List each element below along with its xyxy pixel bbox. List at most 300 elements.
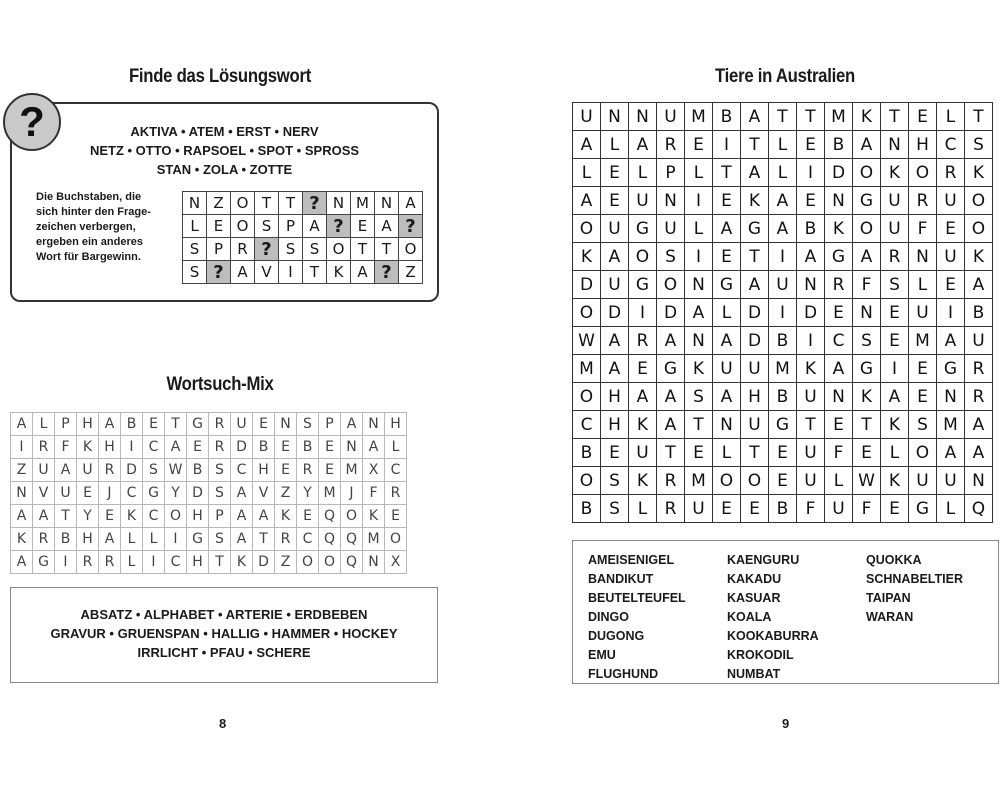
grid-cell: C [121,482,143,505]
grid-cell: W [573,327,601,355]
grid-cell: I [165,528,187,551]
grid-cell: U [741,411,769,439]
grid-cell: J [341,482,363,505]
grid-cell: M [937,411,965,439]
grid-cell: I [769,299,797,327]
grid-cell: S [853,327,881,355]
grid-cell: N [327,192,351,215]
grid-cell: F [797,495,825,523]
grid-cell: E [601,439,629,467]
grid-cell: A [853,243,881,271]
grid-cell: P [279,215,303,238]
grid-cell: S [657,243,685,271]
grid-cell: E [253,413,275,436]
grid-cell: E [275,459,297,482]
word-list-item: KAENGURU [727,553,800,567]
word-line: ABSATZ • ALPHABET • ARTERIE • ERDBEBEN [80,607,368,622]
grid-cell: C [937,131,965,159]
grid-cell: T [685,411,713,439]
grid-cell: E [825,299,853,327]
grid-cell: L [629,159,657,187]
grid-cell: O [909,159,937,187]
grid-cell: O [909,439,937,467]
grid-cell: I [685,187,713,215]
grid-cell: T [657,439,685,467]
grid-cell: G [143,482,165,505]
grid-cell: C [825,327,853,355]
grid-cell-question: ? [207,261,231,284]
grid-cell: A [601,355,629,383]
grid-cell: C [385,459,407,482]
word-line: AKTIVA • ATEM • ERST • NERV [130,124,319,139]
grid-cell: I [55,551,77,574]
grid-cell: K [77,436,99,459]
grid-cell: H [385,413,407,436]
grid-cell: C [143,436,165,459]
grid-cell: A [99,528,121,551]
grid-cell: K [741,187,769,215]
grid-cell: B [965,299,993,327]
grid-cell: L [713,439,741,467]
grid-cell-question: ? [255,238,279,261]
grid-row [573,271,993,299]
grid-cell: L [629,495,657,523]
grid-cell: N [965,467,993,495]
grid-cell: G [187,528,209,551]
grid-cell: R [33,528,55,551]
grid-cell: U [965,327,993,355]
grid-cell: W [165,459,187,482]
grid-cell: K [825,215,853,243]
grid-row [11,551,407,574]
grid-cell: F [853,495,881,523]
grid-cell: I [797,327,825,355]
grid-cell: B [187,459,209,482]
grid-cell: H [741,383,769,411]
grid-cell: I [685,243,713,271]
grid-cell: Y [165,482,187,505]
grid-cell: T [375,238,399,261]
grid-cell: H [909,131,937,159]
grid-cell: S [303,238,327,261]
grid-cell: A [629,131,657,159]
question-badge [3,93,61,151]
tiere-word-box [572,540,999,684]
grid-cell: L [685,215,713,243]
grid-row [573,299,993,327]
grid-cell: C [143,505,165,528]
grid-cell: R [297,459,319,482]
word-list-item: DINGO [588,610,629,624]
grid-cell: U [937,187,965,215]
grid-cell: S [601,495,629,523]
grid-row [11,528,407,551]
grid-cell: D [121,459,143,482]
grid-cell: Z [275,551,297,574]
hint-line: ergeben ein anderes [36,236,143,248]
grid-cell: I [797,159,825,187]
grid-cell: E [881,495,909,523]
grid-cell: A [657,411,685,439]
grid-cell: E [741,495,769,523]
grid-cell: N [825,187,853,215]
grid-cell: O [399,238,423,261]
grid-cell: A [231,528,253,551]
grid-cell: N [375,192,399,215]
grid-cell: T [965,103,993,131]
grid-cell: U [657,103,685,131]
grid-cell: N [713,411,741,439]
grid-cell: T [741,439,769,467]
grid-cell: L [121,528,143,551]
grid-cell: I [121,436,143,459]
grid-cell: Q [341,551,363,574]
grid-cell: G [713,271,741,299]
grid-cell: E [937,215,965,243]
grid-cell: N [363,551,385,574]
grid-cell: U [797,383,825,411]
grid-cell: B [573,495,601,523]
word-column-3 [866,551,963,627]
grid-cell: K [965,159,993,187]
grid-cell: H [77,413,99,436]
grid-cell: A [33,505,55,528]
grid-cell: U [657,215,685,243]
grid-cell: U [629,439,657,467]
grid-cell: U [797,467,825,495]
grid-cell: E [853,439,881,467]
grid-cell: N [685,271,713,299]
grid-cell: N [909,243,937,271]
word-list-item: KAKADU [727,572,782,586]
grid-cell: A [601,327,629,355]
grid-cell: M [319,482,341,505]
grid-cell: I [769,243,797,271]
hint-line: sich hinter den Frage- [36,206,151,218]
grid-cell: O [965,187,993,215]
grid-cell: R [209,436,231,459]
grid-cell: U [713,355,741,383]
grid-cell: A [375,215,399,238]
grid-cell: A [601,243,629,271]
grid-cell: T [253,528,275,551]
word-list-item: AMEISENIGEL [588,553,675,567]
grid-cell: D [741,299,769,327]
grid-cell: L [183,215,207,238]
grid-cell: G [187,413,209,436]
grid-cell: E [685,439,713,467]
grid-cell: K [231,551,253,574]
word-list-item: DUGONG [588,629,645,643]
grid-cell: R [825,271,853,299]
grid-row [11,459,407,482]
grid-cell: L [143,528,165,551]
grid-cell: H [77,528,99,551]
grid-cell: G [825,243,853,271]
grid-cell: A [99,413,121,436]
grid-cell: T [797,411,825,439]
grid-cell: S [183,261,207,284]
wortsuch-title: Wortsuch-Mix [166,374,274,395]
grid-cell: K [685,355,713,383]
grid-cell: A [881,383,909,411]
grid-cell: J [99,482,121,505]
grid-cell: A [231,505,253,528]
grid-cell: D [573,271,601,299]
grid-cell: N [183,192,207,215]
grid-cell: S [279,238,303,261]
word-list-item: KASUAR [727,591,781,605]
grid-cell: N [685,327,713,355]
grid-cell: Q [965,495,993,523]
grid-cell: T [255,192,279,215]
grid-cell: A [11,413,33,436]
grid-row [573,495,993,523]
grid-cell: N [11,482,33,505]
grid-cell: Z [399,261,423,284]
grid-cell: E [207,215,231,238]
grid-cell: S [209,459,231,482]
grid-row [573,355,993,383]
grid-cell: U [741,355,769,383]
grid-cell: E [713,187,741,215]
grid-cell: L [769,159,797,187]
grid-cell: E [797,131,825,159]
grid-cell: V [33,482,55,505]
grid-cell: I [279,261,303,284]
grid-cell: K [853,103,881,131]
grid-cell: I [629,299,657,327]
grid-cell: E [881,299,909,327]
grid-cell: L [601,131,629,159]
grid-row [573,327,993,355]
grid-cell: N [629,103,657,131]
grid-cell: U [231,413,253,436]
grid-cell: O [297,551,319,574]
grid-cell: L [573,159,601,187]
grid-cell: A [303,215,327,238]
grid-cell: L [33,413,55,436]
grid-cell: U [601,215,629,243]
grid-row [183,238,423,261]
grid-row [573,411,993,439]
grid-cell: F [853,271,881,299]
grid-cell: R [99,459,121,482]
grid-cell: E [351,215,375,238]
word-list-item: TAIPAN [866,591,911,605]
grid-row [11,413,407,436]
grid-cell: E [797,187,825,215]
grid-cell: R [909,187,937,215]
grid-cell: K [881,411,909,439]
word-line: NETZ • OTTO • RAPSOEL • SPOT • SPROSS [89,143,360,158]
grid-cell: E [769,467,797,495]
grid-cell: U [797,439,825,467]
grid-cell: U [909,299,937,327]
grid-cell: T [279,192,303,215]
word-list-item: FLUGHUND [588,667,659,681]
grid-cell: N [657,187,685,215]
grid-cell: U [909,467,937,495]
grid-cell: Z [207,192,231,215]
grid-cell: A [573,187,601,215]
grid-cell: H [253,459,275,482]
grid-cell: B [121,413,143,436]
grid-cell: C [297,528,319,551]
word-list [12,122,437,179]
grid-cell: N [881,131,909,159]
grid-cell: O [327,238,351,261]
grid-cell: E [909,355,937,383]
grid-cell: Q [341,528,363,551]
grid-cell: T [165,413,187,436]
grid-cell: I [11,436,33,459]
grid-cell: H [99,436,121,459]
grid-cell: A [713,383,741,411]
grid-cell: E [99,505,121,528]
grid-cell: N [937,383,965,411]
grid-cell: A [363,436,385,459]
grid-cell: A [937,439,965,467]
grid-cell: K [965,243,993,271]
grid-cell: O [657,271,685,299]
grid-cell: O [573,299,601,327]
grid-cell: S [881,271,909,299]
grid-cell: P [207,238,231,261]
grid-cell: Y [297,482,319,505]
grid-cell: T [209,551,231,574]
grid-cell: K [11,528,33,551]
grid-cell: S [965,131,993,159]
hint-line: zeichen verbergen, [36,221,136,233]
grid-cell: D [253,551,275,574]
grid-cell: F [363,482,385,505]
grid-cell: A [253,505,275,528]
grid-cell: F [909,215,937,243]
grid-cell: D [231,436,253,459]
hint-text [36,190,186,265]
grid-cell: K [629,411,657,439]
grid-cell: B [769,327,797,355]
grid-cell: M [363,528,385,551]
grid-cell: K [881,467,909,495]
grid-cell: I [937,299,965,327]
grid-cell: S [209,482,231,505]
grid-cell: A [853,131,881,159]
grid-cell: A [937,327,965,355]
grid-cell: R [231,238,255,261]
grid-cell: O [231,215,255,238]
word-line: IRRLICHT • PFAU • SCHERE [137,645,311,660]
grid-cell: O [165,505,187,528]
grid-cell: Y [77,505,99,528]
grid-cell: O [231,192,255,215]
hint-line: Wort für Bargewinn. [36,251,141,263]
grid-cell: C [231,459,253,482]
grid-cell: B [769,495,797,523]
grid-cell: H [601,411,629,439]
grid-cell: L [881,439,909,467]
grid-cell: U [33,459,55,482]
grid-cell: A [965,271,993,299]
grid-cell: L [713,299,741,327]
grid-cell: E [143,413,165,436]
word-list-item: BEUTELTEUFEL [588,591,686,605]
grid-cell: S [255,215,279,238]
grid-cell: A [341,413,363,436]
grid-cell: Q [319,528,341,551]
grid-cell: A [55,459,77,482]
grid-cell: D [187,482,209,505]
grid-cell: R [657,495,685,523]
grid-cell: E [601,159,629,187]
grid-cell: N [853,299,881,327]
grid-cell: O [741,467,769,495]
grid-cell: O [573,383,601,411]
grid-cell: A [741,271,769,299]
grid-row [183,192,423,215]
grid-cell: Z [275,482,297,505]
grid-cell: M [769,355,797,383]
grid-row [573,159,993,187]
grid-cell: T [741,243,769,271]
word-list-item: SCHNABELTIER [866,572,963,586]
grid-row [573,243,993,271]
grid-row [11,436,407,459]
grid-cell: N [825,383,853,411]
grid-cell: S [143,459,165,482]
grid-cell: G [741,215,769,243]
tiere-title: Tiere in Australien [715,66,855,87]
grid-cell: K [853,383,881,411]
grid-cell: A [399,192,423,215]
grid-cell: K [573,243,601,271]
grid-cell: A [825,355,853,383]
grid-cell: T [769,103,797,131]
grid-cell: N [275,413,297,436]
word-list-item: KROKODIL [727,648,794,662]
grid-cell: B [713,103,741,131]
grid-cell: E [825,411,853,439]
grid-cell: G [629,215,657,243]
grid-cell: K [797,355,825,383]
grid-cell: C [165,551,187,574]
grid-row [11,505,407,528]
grid-cell: A [11,505,33,528]
grid-cell: T [881,103,909,131]
grid-cell: S [209,528,231,551]
grid-cell: M [909,327,937,355]
page-number-right: 9 [782,716,790,731]
grid-cell: A [657,327,685,355]
grid-cell: G [853,355,881,383]
grid-cell: U [937,243,965,271]
grid-cell: K [629,467,657,495]
grid-cell: U [601,271,629,299]
tiere-grid [572,102,993,523]
grid-cell: E [769,439,797,467]
grid-cell: M [685,103,713,131]
grid-cell: P [55,413,77,436]
grid-cell: B [573,439,601,467]
grid-cell: B [55,528,77,551]
grid-cell: E [713,243,741,271]
word-list-item: WARAN [866,610,914,624]
grid-cell: O [341,505,363,528]
grid-cell: R [629,327,657,355]
grid-cell: A [713,215,741,243]
grid-cell: A [231,482,253,505]
